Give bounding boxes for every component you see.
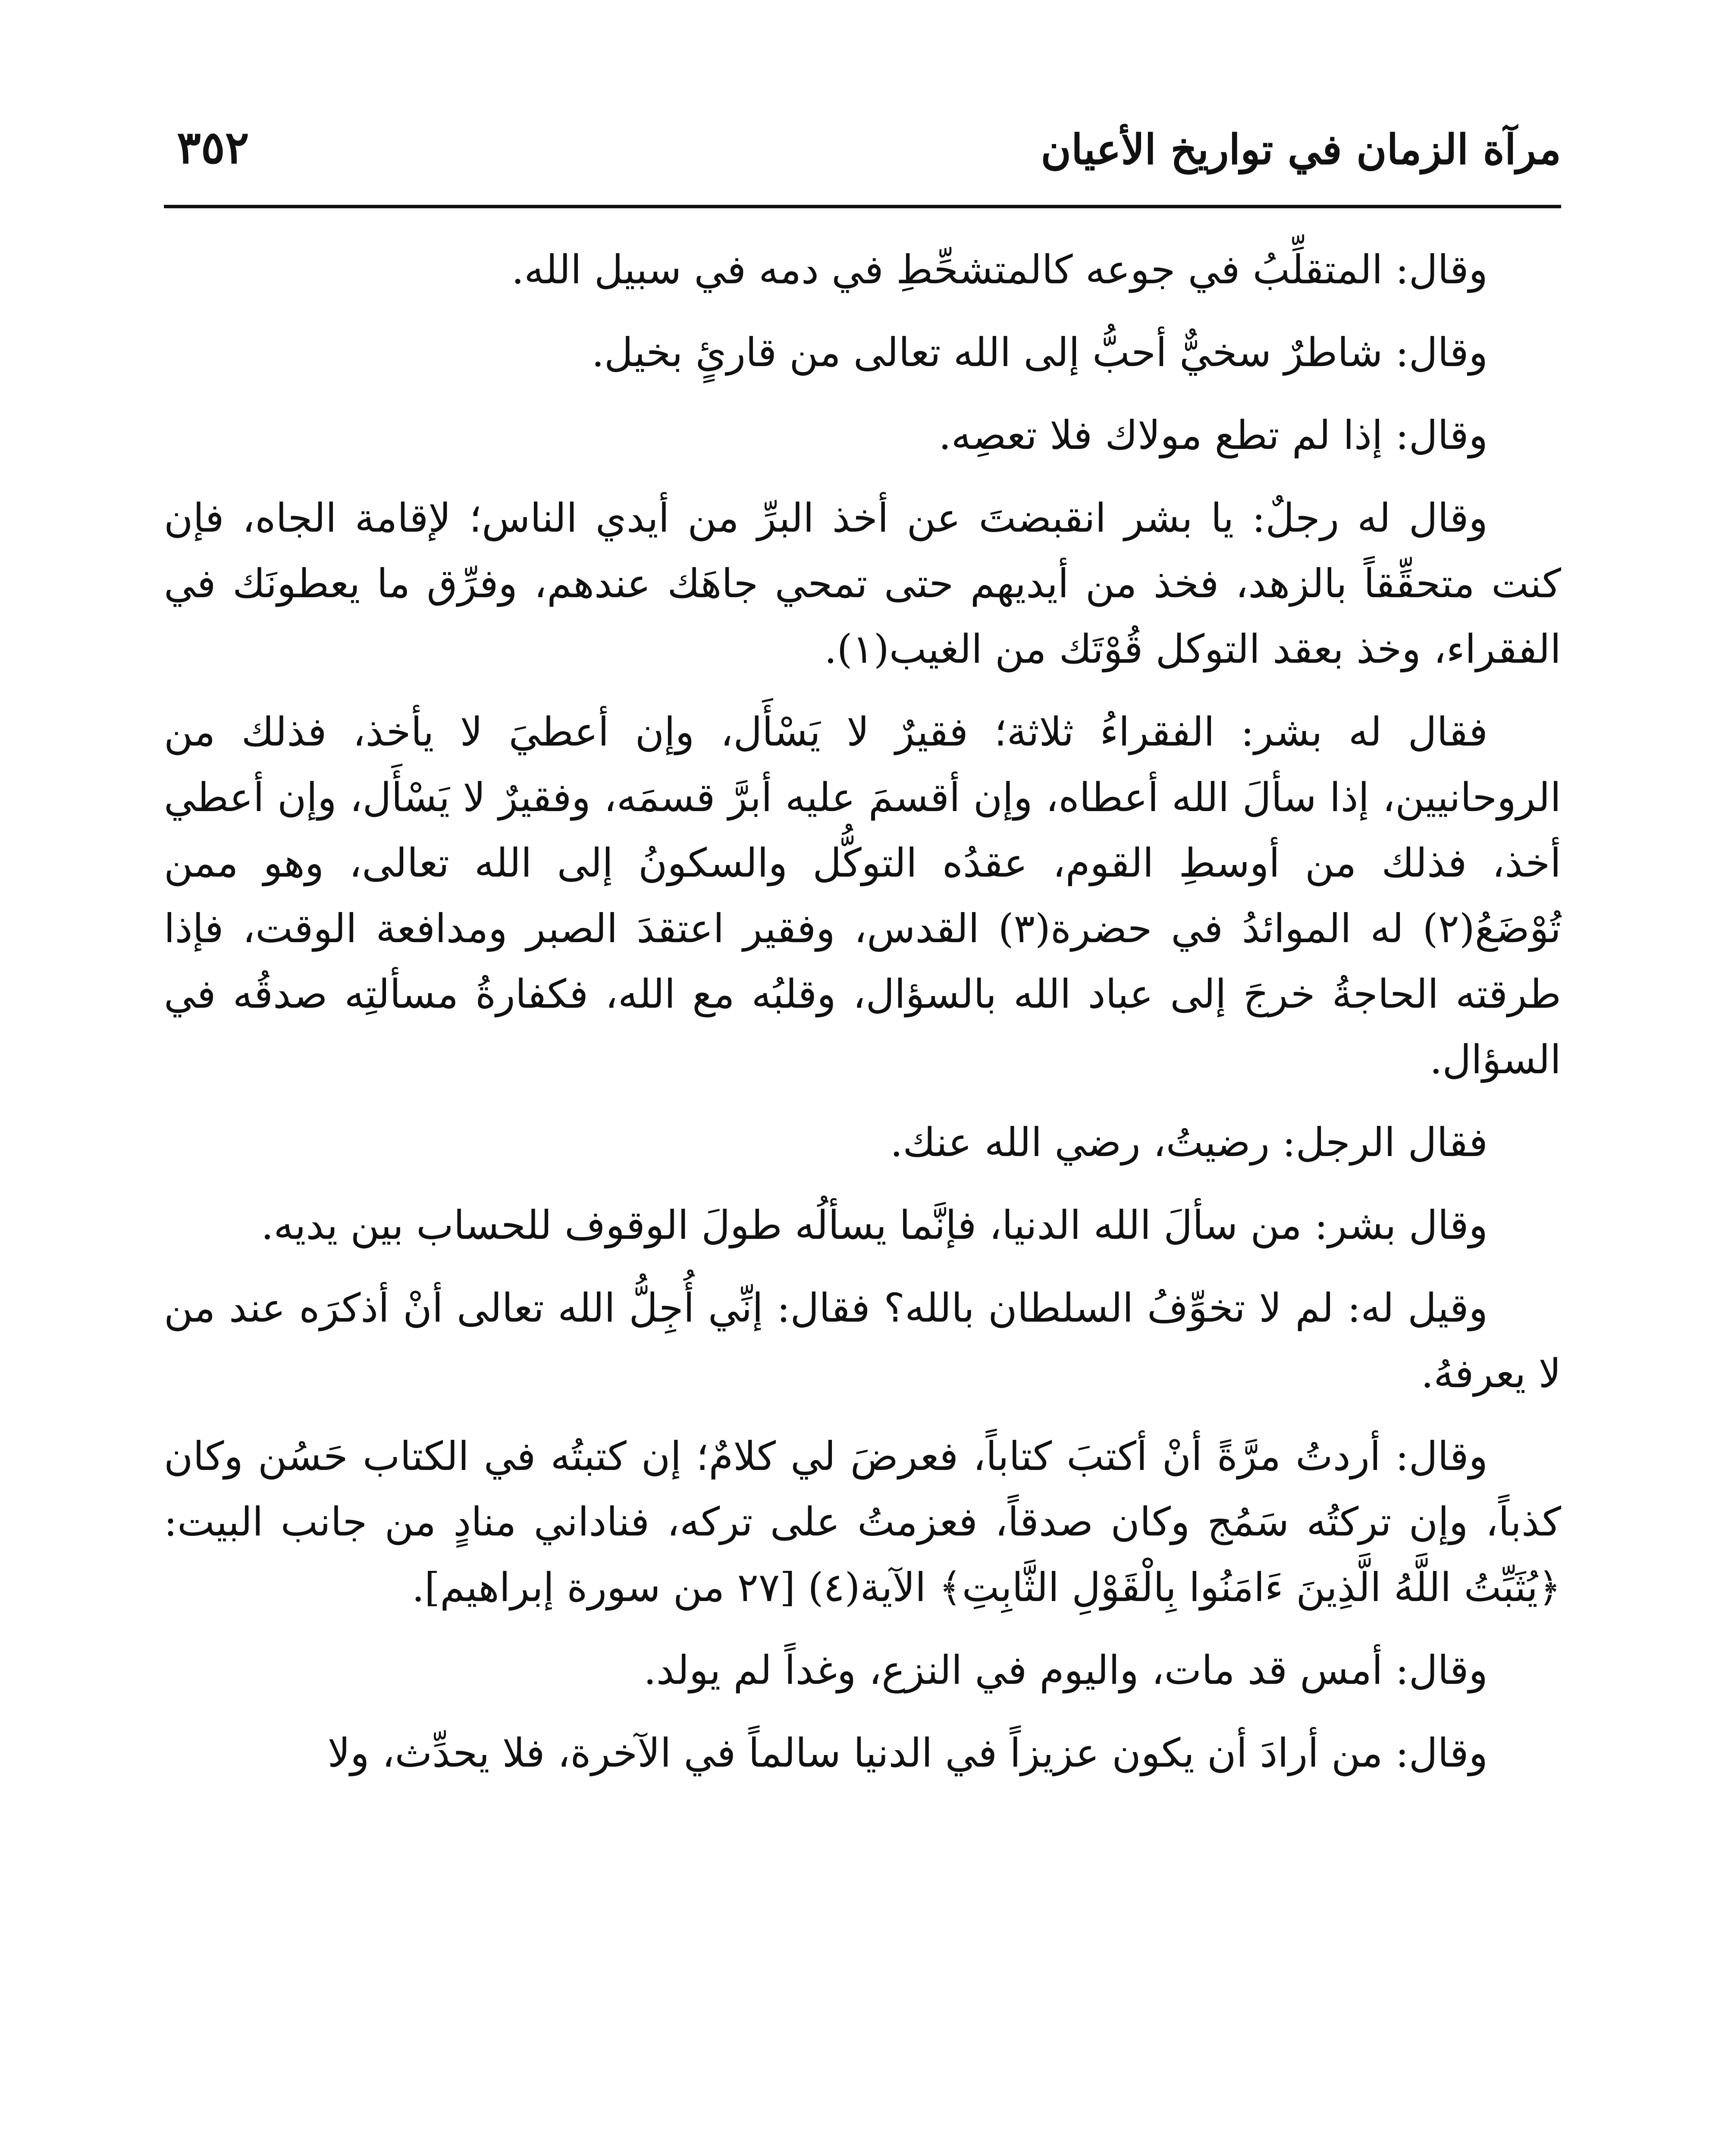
page-header [164,108,1561,207]
paragraph: وقال: أردتُ مرَّةً أنْ أكتبَ كتاباً، فعرضَ لي كلامٌ؛ إن كتبتُه في الكتاب حَسُن وكان كذباً، وإن تركتُه سَمُج وكان صدقاً، فعزمتُ على تركه، فناداني منادٍ من جانب البيت: ﴿يُثَبِّتُ اللَّهُ الَّذِينَ ءَامَنُوا بِالْقَوْلِ الثَّابِتِ﴾ الآية(٤) [٢٧ من سورة إبراهيم]. [164,1433,1561,1611]
paragraph: وقال: من أرادَ أن يكون عزيزاً في الدنيا سالماً في الآخرة، فلا يحدِّث، ولا [327,1730,1488,1776]
book-page [164,108,1561,2156]
running-title: مرآة الزمان في تواريخ الأعيان [1041,125,1561,174]
paragraph: وقال: أمس قد مات، واليوم في النزع، وغداً لم يولد. [643,1647,1488,1693]
paragraph: وقال: شاطرٌ سخيٌّ أحبُّ إلى الله تعالى من قارئٍ بخيل. [591,329,1488,376]
paragraph: وقال بشر: من سألَ الله الدنيا، فإنَّما يسألُه طولَ الوقوف للحساب بين يديه. [261,1202,1488,1248]
main-text [164,237,1561,1803]
paragraph: وقال: إذا لم تطع مولاك فلا تعصِه. [938,412,1488,458]
page-number: ٣٥٢ [177,121,249,174]
paragraph: وقيل له: لم لا تخوِّفُ السلطان بالله؟ فقال: إنِّي أُجِلُّ الله تعالى أنْ أذكرَه عند من لا يعرفهُ. [164,1285,1561,1397]
paragraph: وقال: المتقلِّبُ في جوعه كالمتشحِّطِ في دمه في سبيل الله. [511,247,1488,293]
paragraph: وقال له رجلٌ: يا بشر انقبضتَ عن أخذ البرِّ من أيدي الناس؛ لإقامة الجاه، فإن كنت متحقِّقاً بالزهد، فخذ من أيديهم حتى تمحي جاهَك عندهم، وفرِّق ما يعطونَك في الفقراء، وخذ بعقد التوكل قُوْتَك من الغيب(١). [164,495,1561,672]
header-divider [164,205,1561,208]
paragraph: فقال الرجل: رضيتُ، رضي الله عنك. [890,1119,1488,1166]
paragraph: فقال له بشر: الفقراءُ ثلاثة؛ فقيرٌ لا يَسْأَل، وإن أعطيَ لا يأخذ، فذلك من الروحانيين، إذا سألَ الله أعطاه، وإن أقسمَ عليه أبرَّ قسمَه، وفقيرٌ لا يَسْأَل، وإن أعطي أخذ، فذلك من أوسطِ القوم، عقدُه التوكُّل والسكونُ إلى الله تعالى، وهو ممن تُوْضَعُ(٢) له الموائدُ في حضرة(٣) القدس، وفقير اعتقدَ الصبر ومدافعة الوقت، فإذا طرقته الحاجةُ خرجَ إلى عباد الله بالسؤال، وقلبُه مع الله، فكفارةُ مسألتِه صدقُه في السؤال. [164,709,1561,1083]
